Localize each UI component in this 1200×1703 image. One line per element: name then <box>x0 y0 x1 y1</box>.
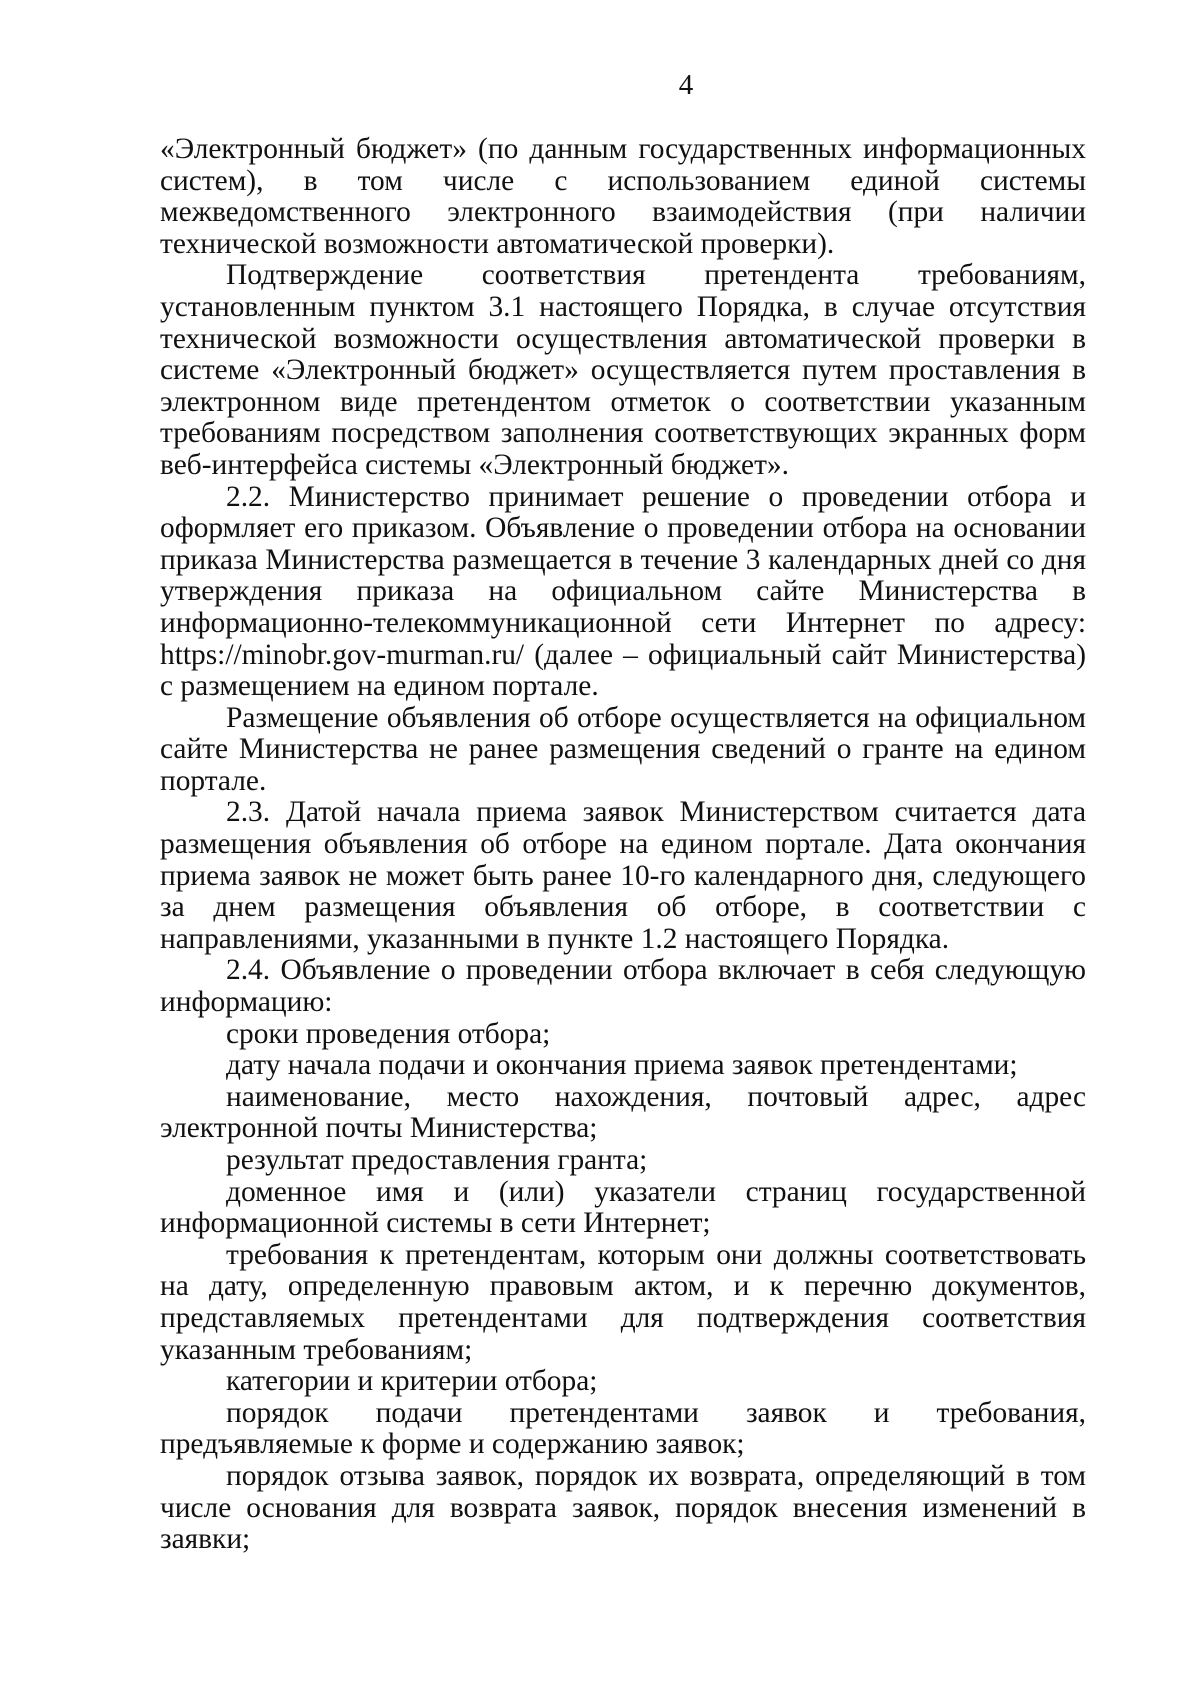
page-number <box>0 68 1200 102</box>
list-item: порядок отзыва заявок, порядок их возврата, определяющий в том числе основания для возврата заявок, порядок внесения изменений в заявки; <box>160 1459 1086 1556</box>
paragraph: «Электронный бюджет» (по данным государственных информационных систем), в том числе с использованием единой системы межведомственного электронного взаимодействия (при наличии технической возможности автоматической проверки). <box>160 133 1086 260</box>
paragraph: 2.3. Датой начала приема заявок Министерством считается дата размещения объявления об отборе на едином портале. Дата окончания приема заявок не может быть ранее 10-го календарного дня, следующего за днем размещения объявления об отборе, в соответствии с направлениями, указанными в пункте 1.2 настоящего Порядка. <box>160 796 1086 955</box>
list-item: дату начала подачи и окончания приема заявок претендентами; <box>226 1049 1018 1082</box>
list-item: наименование, место нахождения, почтовый адрес, адрес электронной почты Министерства; <box>160 1080 1086 1145</box>
list-item: требования к претендентам, которым они должны соответствовать на дату, определенную правовым актом, и к перечню документов, представляемых претендентами для подтверждения соответствия указанным требованиям; <box>160 1238 1086 1366</box>
paragraph: 2.4. Объявление о проведении отбора включает в себя следующую информацию: <box>160 954 1086 1019</box>
list-item: порядок подачи претендентами заявок и требования, предъявляемые к форме и содержанию заявок; <box>160 1396 1086 1461</box>
paragraph: 2.2. Министерство принимает решение о проведении отбора и оформляет его приказом. Объявление о проведении отбора на основании приказа Министерства размещается в течение 3 календарных дней со дня утверждения приказа на официальном сайте Министерства в информационно-телекоммуникационной сети Интернет по адресу: https://minobr.gov-murman.ru/ (далее – официальный сайт Министерства) с размещением на едином портале. <box>160 480 1086 703</box>
page-number-text: 4 <box>678 69 694 101</box>
list-item: результат предоставления гранта; <box>226 1144 648 1176</box>
paragraph: Подтверждение соответствия претендента требованиям, установленным пунктом 3.1 настоящего Порядка, в случае отсутствия технической возможности осуществления автоматической проверки в системе «Электронный бюджет» осуществляется путем проставления в электронном виде претендентом отметок о соответствии указанным требованиям посредством заполнения соответствующих экранных форм веб-интерфейса системы «Электронный бюджет». <box>160 259 1086 481</box>
list-item: доменное имя и (или) указатели страниц государственной информационной системы в сети Интернет; <box>160 1175 1086 1240</box>
document-body <box>160 134 1086 1556</box>
paragraph: Размещение объявления об отборе осуществляется на официальном сайте Министерства не ранее размещения сведений о гранте на едином портале. <box>160 701 1086 797</box>
list-item: сроки проведения отбора; <box>226 1017 551 1050</box>
list-item: категории и критерии отбора; <box>226 1365 598 1398</box>
